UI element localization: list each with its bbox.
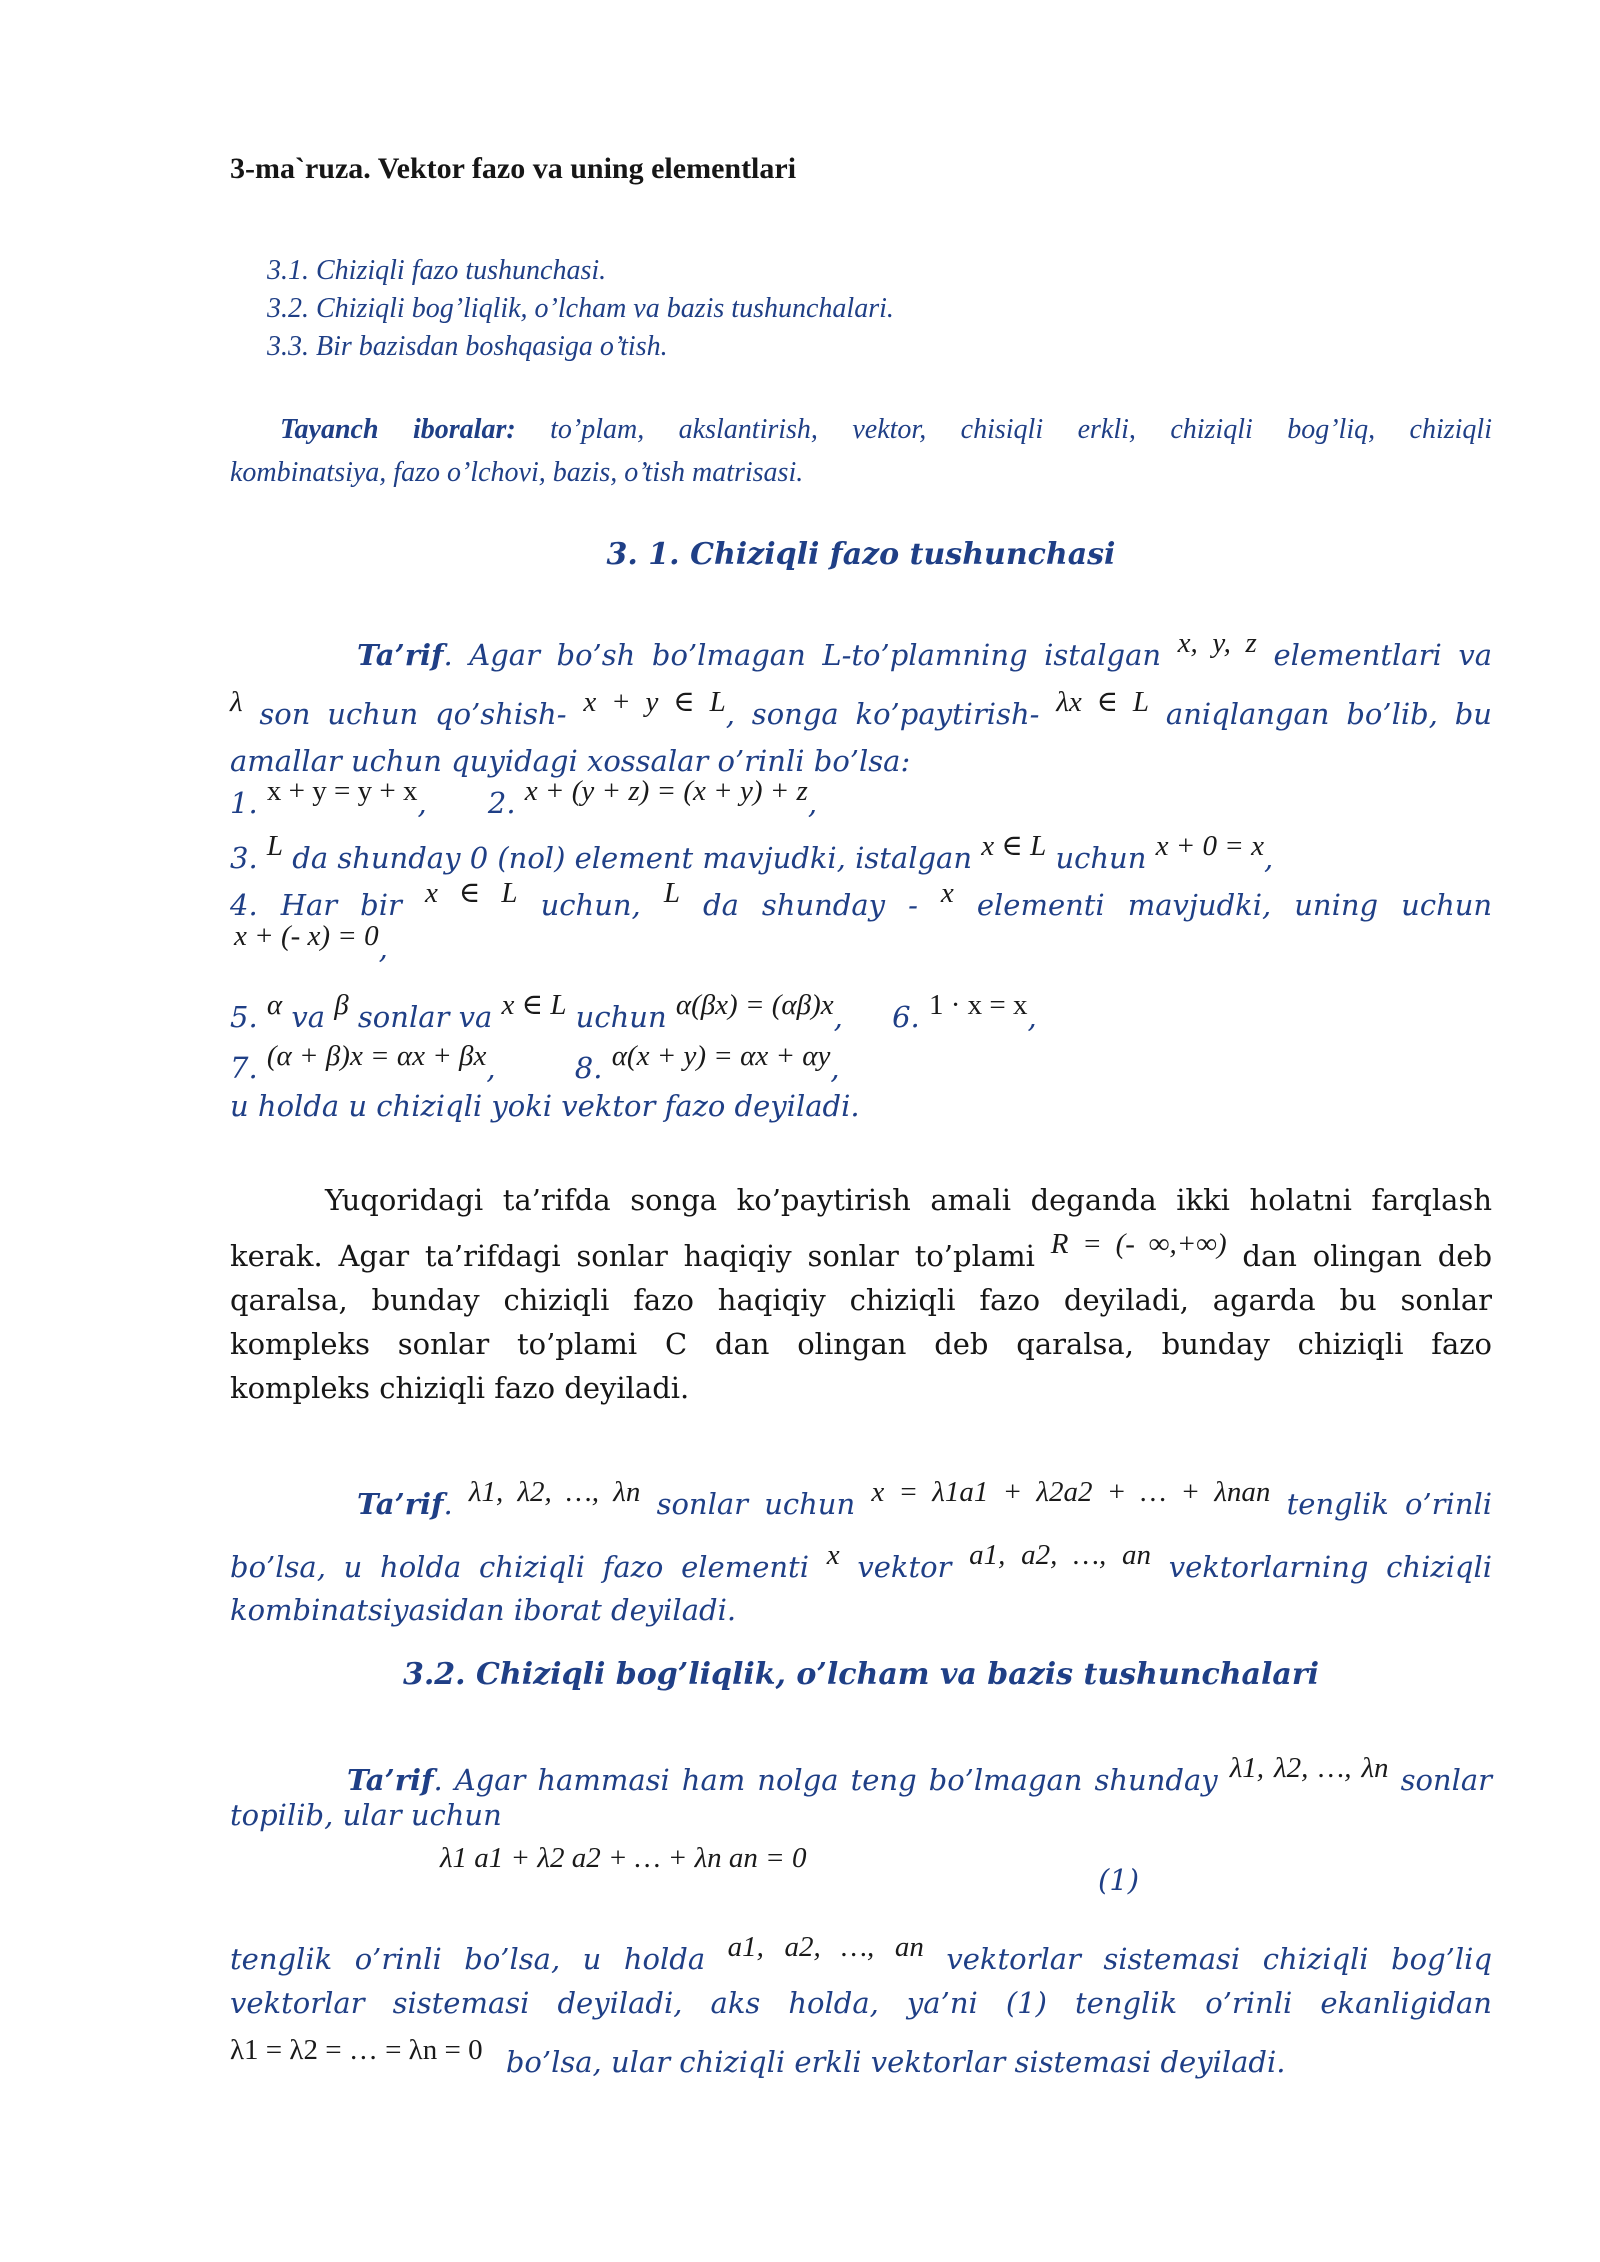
property-line-5-6: 5. α va β sonlar va x ∈ L uchun α(βx) = (αβ)x, 6. 1 · x = x, (230, 989, 1037, 1035)
equation-number: (1) (1098, 1863, 1140, 1897)
math-expression: x + y = y + x (266, 775, 418, 807)
math-expression: a1, a2, …, an (969, 1539, 1151, 1572)
math-expression: λ1 a1 + λ2 a2 + … + λn an = 0 (440, 1842, 807, 1874)
property-line-4-continued: x + (- x) = 0, (234, 920, 388, 966)
page-title: 3-ma`ruza. Vektor fazo va uning elementlari (230, 152, 797, 185)
definition-text: topilib, ular uchun (230, 1798, 502, 1832)
definition-text: tenglik o’rinli bo’lsa, u holda a1, a2, …, an vektorlar sistemasi chiziqli bog’liq vektorlar sistemasi deyiladi, aks holda, ya’ni (1) tenglik o’rinli ekanligidan λ1 = λ2 = … = λn = 0 bo’lsa, ular chiziqli erkli vektorlar sistemasi deyiladi. (230, 1931, 1493, 2080)
outline-item: 3.3. Bir bazisdan boshqasiga o’tish. (267, 331, 668, 362)
math-expression: x + y ∈ L (583, 686, 726, 719)
math-expression: x + 0 = x (1155, 830, 1264, 862)
math-expression: λ1, λ2, …, λn (1229, 1752, 1389, 1784)
section-heading: 3.2. Chiziqli bog’liqlik, o’lcham va bazis tushunchalari (402, 1657, 1320, 1692)
math-expression: x (826, 1539, 840, 1572)
math-expression: (α + β)x = αx + βx (266, 1040, 487, 1072)
math-expression: α (266, 989, 283, 1021)
math-expression: λx ∈ L (1056, 686, 1150, 719)
property-line-1-2: 1. x + y = y + x, 2. x + (y + z) = (x + y) + z, (230, 775, 818, 821)
math-expression: x, y, z (1177, 627, 1257, 659)
definition-label: Ta’rif (357, 1487, 444, 1522)
section-heading: 3. 1. Chiziqli fazo tushunchasi (606, 537, 1116, 572)
math-expression: L (266, 830, 284, 862)
keywords-text: kombinatsiya, fazo o’lchovi, bazis, o’tish matrisasi. (230, 457, 804, 488)
definition-linear-combination: Ta’rif. λ1, λ2, …, λn sonlar uchun x = λ1a1 + λ2a2 + … + λnan tenglik o’rinli bo’lsa, u holda chiziqli fazo elementi x vektor a1, a2, …, an vektorlarning chiziqli kombinatsiyasidan iborat deyiladi. (230, 1476, 1493, 1628)
outline-item: 3.1. Chiziqli fazo tushunchasi. (267, 255, 607, 286)
property-line-4: 4. Har bir x ∈ L uchun, L da shunday - x elementi mavjudki, uning uchun (230, 877, 1493, 923)
math-expression: β (334, 989, 349, 1021)
outline-item: 3.2. Chiziqli bog’liqlik, o’lcham va bazis tushunchalari. (267, 293, 894, 324)
math-expression: x + (- x) = 0 (234, 920, 379, 952)
definition-vector-space: Ta’rif. Agar bo’sh bo’lmagan L-to’plamning istalgan x, y, z elementlari va λ son uchun qo’shish- x + y ∈ L, songa ko’paytirish- λx ∈ L aniqlangan bo’lib, bu amallar uchun quyidagi xossalar o’rinli bo’lsa: (230, 627, 1492, 779)
keywords-block (230, 408, 1492, 494)
math-expression: x ∈ L (981, 830, 1047, 862)
math-expression: x ∈ L (501, 989, 567, 1021)
math-expression: x + (y + z) = (x + y) + z (524, 775, 808, 807)
math-expression: a1, a2, …, an (727, 1931, 924, 1963)
math-expression: λ1 = λ2 = … = λn = 0 (230, 2034, 483, 2067)
lecture-outline (267, 252, 1529, 366)
definition-label: Ta’rif (347, 1763, 434, 1798)
math-expression: λ (230, 686, 243, 719)
math-expression: 1 · x = x (928, 989, 1028, 1021)
body-paragraph: Yuqoridagi ta’rifda songa ko’paytirish amali deganda ikki holatni farqlash kerak. Agar ta’rifdagi sonlar haqiqiy sonlar to’plami R = (- ∞,+∞) dan olingan deb qaralsa, bunday chiziqli fazo haqiqiy chiziqli fazo deyiladi, agarda bu sonlar kompleks sonlar to’plami C dan olingan deb qaralsa, bunday chiziqli fazo kompleks chiziqli fazo deyiladi. (230, 1183, 1493, 1406)
definition-linear-dependence: Ta’rif. Agar hammasi ham nolga teng bo’lmagan shunday λ1, λ2, …, λn sonlar (347, 1752, 1493, 1798)
math-expression: x ∈ L (424, 877, 518, 909)
math-expression: R = (- ∞,+∞) (1050, 1228, 1227, 1260)
math-expression: x (940, 877, 954, 909)
math-expression: L (663, 877, 680, 909)
keywords-text: to’plam, akslantirish, vektor, chisiqli erkli, chiziqli bog’liq, chiziqli (550, 414, 1492, 445)
math-expression: λ1, λ2, …, λn (468, 1476, 641, 1508)
definition-conclusion: u holda u chiziqli yoki vektor fazo deyiladi. (230, 1089, 860, 1123)
math-expression: x = λ1a1 + λ2a2 + … + λnan (871, 1476, 1271, 1508)
math-expression: α(βx) = (αβ)x (675, 989, 834, 1021)
keywords-label: Tayanch iboralar: (280, 414, 516, 445)
equation-1 (440, 1842, 1040, 1875)
definition-label: Ta’rif (357, 638, 444, 673)
property-line-7-8: 7. (α + β)x = αx + βx, 8. α(x + y) = αx + αy, (230, 1040, 840, 1086)
property-line-3: 3. L da shunday 0 (nol) element mavjudki, istalgan x ∈ L uchun x + 0 = x, (230, 830, 1274, 876)
math-expression: α(x + y) = αx + αy (611, 1040, 831, 1072)
